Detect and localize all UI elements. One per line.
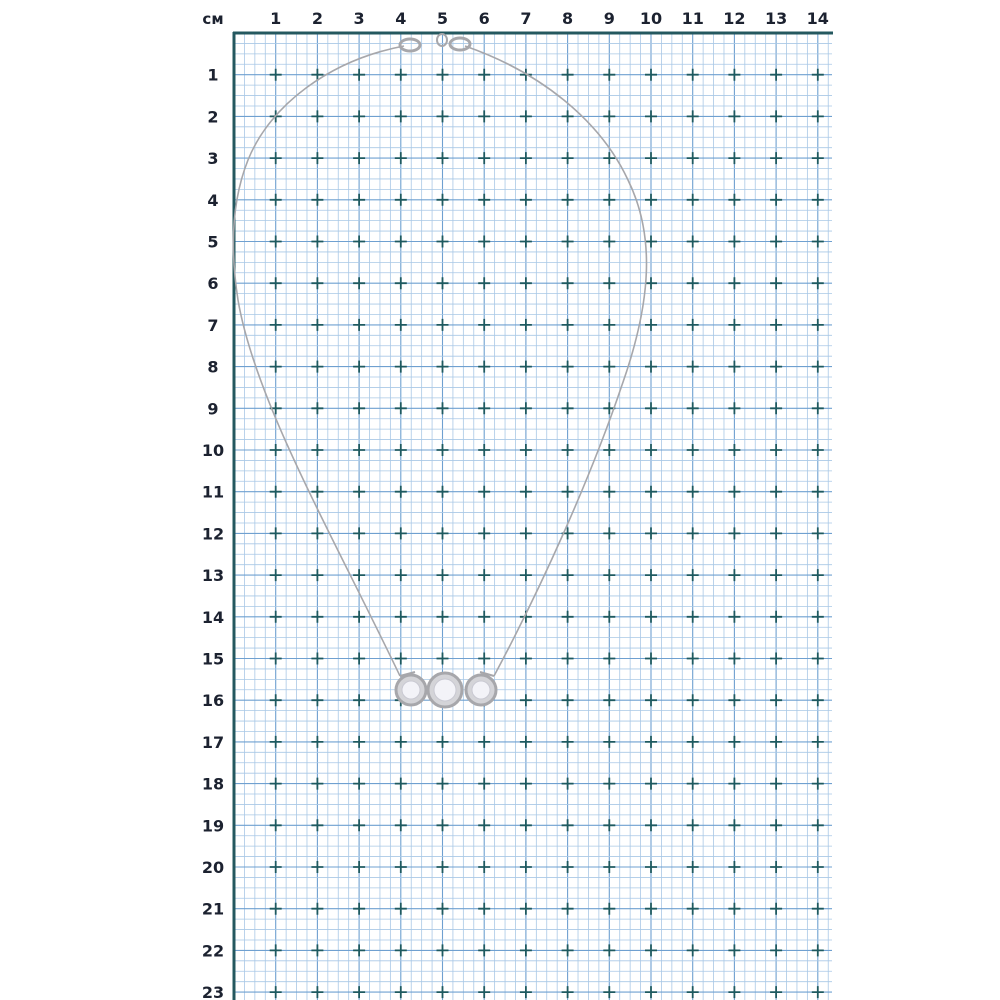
y-axis-label: 20 [201, 858, 225, 877]
y-axis-label: 14 [201, 607, 225, 627]
stone-right [466, 675, 496, 705]
y-axis-label: 18 [201, 774, 225, 794]
unit-label: см [202, 10, 224, 28]
stone-center [428, 673, 462, 707]
y-axis-label: 22 [201, 941, 225, 961]
y-axis-label: 6 [207, 274, 219, 294]
x-axis-label: 8 [562, 9, 574, 28]
stone-left [396, 675, 426, 705]
y-axis-label: 19 [201, 816, 225, 836]
y-axis-label: 12 [201, 524, 225, 544]
y-axis-label: 10 [201, 441, 225, 460]
y-axis-label: 17 [201, 732, 225, 752]
x-axis-label: 7 [520, 9, 532, 28]
pendant-stones [396, 672, 496, 707]
y-axis-label: 5 [207, 232, 219, 252]
x-axis-label: 10 [639, 9, 663, 28]
y-axis-label: 3 [207, 149, 219, 169]
y-axis-label: 9 [207, 399, 219, 419]
y-axis-label: 23 [201, 983, 225, 1000]
x-axis-label: 12 [723, 9, 746, 28]
y-axis-label: 21 [201, 899, 225, 919]
x-axis-label: 5 [436, 9, 449, 28]
x-axis-label: 4 [395, 9, 407, 28]
y-axis-label: 1 [207, 65, 219, 85]
y-axis-label: 13 [201, 566, 225, 586]
x-axis-label: 2 [311, 9, 323, 28]
x-axis-label: 3 [353, 9, 365, 28]
x-axis-label: 14 [806, 9, 829, 28]
y-axis-label: 2 [207, 107, 219, 127]
y-axis-label: 11 [201, 482, 225, 502]
grid-paper [233, 32, 833, 1000]
x-axis-label: 13 [764, 9, 788, 28]
x-axis-label: 1 [270, 9, 282, 28]
y-axis-label: 4 [207, 190, 219, 210]
x-axis-label: 9 [603, 9, 615, 28]
y-axis-label: 7 [207, 315, 219, 335]
x-axis-label: 11 [681, 9, 704, 28]
grid-area [235, 33, 832, 1000]
y-axis-label: 15 [201, 649, 225, 669]
y-axis-label: 16 [201, 691, 225, 711]
x-axis-label: 6 [478, 9, 490, 28]
y-axis-label: 8 [207, 357, 219, 377]
